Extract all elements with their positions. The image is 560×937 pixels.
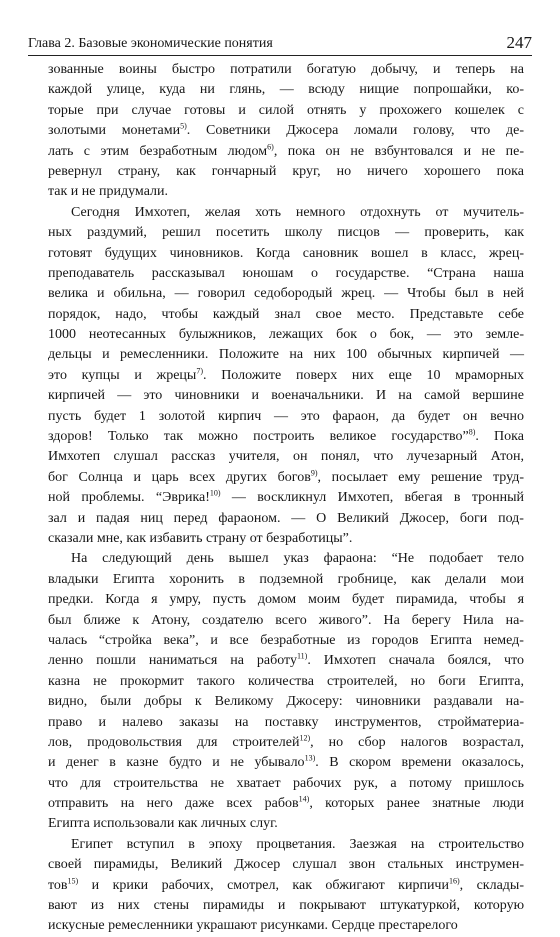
text-run: — воскликнул Имхотеп, вбегая в тронный bbox=[220, 490, 524, 506]
text-line bbox=[48, 509, 524, 529]
text-line bbox=[48, 407, 524, 427]
text-run: зал и падая ниц перед фараоном. — О Великий Джосер, боги под- bbox=[48, 510, 524, 526]
text-line bbox=[48, 672, 524, 692]
text-run: На следующий день вышел указ фараона: “Не подобает тело bbox=[71, 551, 524, 567]
text-line bbox=[48, 916, 524, 936]
text-line bbox=[48, 264, 524, 284]
text-run: казна не прокормит такого количества строителей, но боги Египта, bbox=[48, 673, 524, 689]
text-line bbox=[48, 774, 524, 794]
text-run: право и налево заказы на поставку инструментов, стройматериа- bbox=[48, 714, 525, 730]
text-line bbox=[48, 896, 524, 916]
text-line bbox=[48, 733, 524, 753]
page-number: 247 bbox=[506, 33, 532, 52]
text-run: бог Солнца и царь всех других богов bbox=[48, 469, 311, 485]
text-run: так и не придумали. bbox=[48, 184, 169, 200]
text-line bbox=[48, 366, 524, 386]
text-run: сказали мне, как избавить страну от безработицы”. bbox=[48, 530, 353, 546]
text-run: ных раздумий, решил посетить школу писцов — проверить, как bbox=[48, 225, 525, 241]
text-run: ленно пошли наниматься на работу bbox=[48, 653, 297, 669]
text-line bbox=[48, 692, 524, 712]
text-run: . Имхотеп сначала боялся, что bbox=[307, 653, 525, 669]
footnote-ref: 12) bbox=[299, 733, 311, 743]
text-run: . Положите поверх них еще 10 мраморных bbox=[203, 367, 525, 383]
text-run: это купцы и жрецы bbox=[48, 367, 197, 383]
text-run: Египта использовали как личных слуг. bbox=[48, 816, 278, 832]
text-line bbox=[48, 60, 524, 80]
text-run: вают из них стены пирамиды и покрывают штукатуркой, которую bbox=[48, 898, 525, 914]
text-run: . Пока bbox=[475, 429, 524, 445]
footnote-ref: 8) bbox=[468, 427, 476, 437]
text-line bbox=[48, 876, 524, 896]
text-line bbox=[48, 570, 524, 590]
text-line bbox=[48, 794, 524, 814]
text-run: зованные воины быстро потратили богатую добычу, и теперь на bbox=[48, 62, 524, 77]
text-run: ревернул страну, как гончарный круг, но ничего хорошего пока bbox=[48, 163, 524, 179]
footnote-ref: 14) bbox=[298, 794, 310, 804]
text-line bbox=[48, 142, 524, 162]
text-line bbox=[48, 814, 524, 834]
text-run: своей пирамиды, Великий Джосер слушал звон стальных инструмен- bbox=[48, 857, 525, 873]
text-run: , пока он не взбунтовался и не пе- bbox=[273, 143, 525, 159]
text-line bbox=[48, 447, 524, 467]
text-run: торые при случае готовы и силой отнять у прохожего кошелек с bbox=[48, 102, 524, 118]
footnote-ref: 13) bbox=[304, 753, 316, 763]
text-line bbox=[48, 345, 524, 365]
text-line bbox=[48, 713, 524, 733]
text-line bbox=[48, 855, 524, 875]
footnote-ref: 7) bbox=[196, 366, 203, 376]
footnote-ref: 11) bbox=[296, 651, 308, 661]
text-run: Сегодня Имхотеп, желая хоть немного отдохнуть от мучитель- bbox=[71, 204, 525, 220]
text-run: чалась “стройка века”, и все безработные из городов Египта немед- bbox=[48, 632, 524, 648]
text-run: ной проблемы. “Эврика! bbox=[48, 490, 210, 506]
text-line bbox=[48, 651, 524, 671]
footnote-ref: 15) bbox=[67, 875, 79, 885]
text-run: Имхотеп слушал рассказ учителя, он понял, что лучезарный Атон, bbox=[48, 449, 525, 465]
text-run: велика и обильна, — говорил седобородый жрец. — Чтобы был в ней bbox=[48, 286, 525, 302]
text-line bbox=[48, 488, 524, 508]
text-run: здоров! Только так можно построить великое государство” bbox=[48, 429, 469, 445]
text-run: лать с этим безработным людом bbox=[48, 143, 268, 159]
text-run: видно, были добры к Великому Джосеру: чиновники раздавали на- bbox=[48, 694, 525, 710]
footnote-ref: 10) bbox=[209, 488, 221, 498]
text-run: кирпичей — это чиновники и военачальники. И на самой вершине bbox=[48, 388, 524, 404]
text-line bbox=[48, 182, 524, 202]
text-run: предки. Когда я умру, пусть домом моим будет пирамида, чтобы я bbox=[48, 592, 525, 608]
text-line bbox=[48, 529, 524, 549]
text-run: , склады- bbox=[459, 877, 525, 893]
text-run: лов, продовольствия для строителей bbox=[48, 734, 300, 750]
text-line bbox=[48, 549, 524, 569]
text-line bbox=[48, 121, 524, 141]
text-line bbox=[48, 631, 524, 651]
text-run: готовят будущих чиновников. Когда сановник вошел в класс, жрец- bbox=[48, 245, 524, 261]
page-header bbox=[28, 34, 532, 56]
text-run: и денег в казне будто и не убывало bbox=[48, 755, 305, 771]
text-run: владыки Египта хоронить в подземной гробнице, как делали мои bbox=[48, 571, 524, 587]
text-run: искусные ремесленники украшают рисунками. Сердце престарелого bbox=[48, 918, 458, 934]
text-run: отправить на него даже всех рабов bbox=[48, 796, 299, 812]
text-run: порядок, надо, чтобы каждый знал свое место. Представьте себе bbox=[48, 306, 525, 322]
text-run: каждой улице, куда ни глянь, — всюду нищие попрошайки, ко- bbox=[48, 82, 524, 98]
text-line bbox=[48, 162, 524, 182]
text-line bbox=[48, 590, 524, 610]
text-run: золотыми монетами bbox=[48, 123, 181, 139]
text-line bbox=[48, 284, 524, 304]
text-run: тов bbox=[48, 877, 68, 893]
text-line bbox=[48, 203, 524, 223]
text-line bbox=[48, 244, 524, 264]
text-line bbox=[48, 101, 524, 121]
text-line bbox=[48, 611, 524, 631]
header-rule bbox=[28, 55, 532, 56]
text-run: дельцы и ремесленники. Положите на них 100 обычных кирпичей — bbox=[48, 347, 524, 363]
footnote-ref: 16) bbox=[448, 875, 460, 885]
text-run: 1000 неотесанных булыжников, лежащих бок о бок, — это земле- bbox=[48, 327, 525, 343]
body-text bbox=[48, 60, 524, 937]
text-line bbox=[48, 427, 524, 447]
text-run: , посылает ему решение труд- bbox=[317, 469, 524, 485]
text-run: , которых ранее знатные люди bbox=[309, 796, 524, 812]
footnote-ref: 5) bbox=[180, 121, 187, 131]
text-line bbox=[48, 386, 524, 406]
running-head: Глава 2. Базовые экономические понятия bbox=[28, 36, 273, 51]
text-run: и крики рабочих, смотрел, как обжигают кирпичи bbox=[78, 877, 449, 893]
text-line bbox=[48, 305, 524, 325]
text-line bbox=[48, 80, 524, 100]
text-line bbox=[48, 223, 524, 243]
text-run: пусть будет 1 золотой кирпич — это фараон, да будет он вечно bbox=[48, 408, 525, 424]
text-run: был ближе к Атону, создателю всего живого”. На берегу Нила на- bbox=[48, 612, 524, 628]
text-run: Египет вступил в эпоху процветания. Заезжая на строительство bbox=[71, 836, 524, 852]
footnote-ref: 9) bbox=[310, 468, 318, 478]
text-run: . В скором времени оказалось, bbox=[315, 755, 524, 771]
footnote-ref: 6) bbox=[267, 141, 274, 151]
text-line bbox=[48, 753, 524, 773]
text-run: что для строительства не хватает рабочих рук, а потому пришлось bbox=[48, 775, 524, 791]
text-line bbox=[48, 325, 524, 345]
text-run: , но сбор налогов возрастал, bbox=[310, 734, 525, 750]
text-run: . Советники Джосера ломали голову, что де- bbox=[186, 123, 525, 139]
text-run: преподаватель рассказывал юношам о государстве. “Страна наша bbox=[48, 265, 525, 281]
text-line bbox=[48, 468, 524, 488]
